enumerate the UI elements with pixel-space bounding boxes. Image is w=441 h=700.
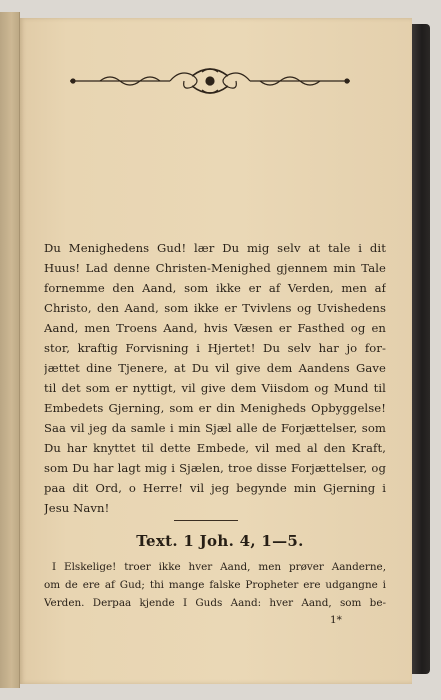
scripture-line: om de ere af Gud; thi mange falske Propheter ere udgangne i — [44, 579, 386, 591]
paragraph-line: Christo, den Aand, som ikke er Tvivlens og Uvishedens — [44, 301, 386, 315]
paragraph-line: Embedets Gjerning, som er din Menigheds Opbyggelse! — [44, 401, 386, 415]
paragraph-line: til det som er nyttigt, vil give dem Viisdom og Mund til — [44, 381, 386, 395]
scripture-line: Verden. Derpaa kjende I Guds Aand: hver Aand, som be- — [44, 597, 386, 609]
paragraph-line: Du har knyttet til dette Embede, vil med al den Kraft, — [44, 441, 386, 455]
section-rule — [174, 520, 238, 521]
signature-mark: 1* — [330, 614, 342, 626]
paragraph-line: Aand, men Troens Aand, hvis Væsen er Fasthed og en — [44, 321, 386, 335]
paragraph-line: paa dit Ord, o Herre! vil jeg begynde min Gjerning i — [44, 481, 386, 495]
ornament-divider — [70, 66, 350, 96]
paragraph-line: Saa vil jeg da samle i min Sjæl alle de Forjættelser, som — [44, 421, 386, 435]
paragraph-line: Huus! Lad denne Christen-Menighed gjennem min Tale — [44, 261, 386, 275]
paragraph-line: fornemme den Aand, som ikke er af Verden, men af — [44, 281, 386, 295]
left-page-edge — [0, 12, 20, 688]
paragraph-line: Du Menighedens Gud! lær Du mig selv at tale i dit — [44, 241, 386, 255]
paragraph-line: Jesu Navn! — [44, 501, 110, 515]
scripture-line: I Elskelige! troer ikke hver Aand, men prøver Aanderne, — [52, 561, 386, 573]
paragraph-line: jættet dine Tjenere, at Du vil give dem Aandens Gave — [44, 361, 386, 375]
paragraph-line: stor, kraftig Forvisning i Hjertet! Du selv har jo for- — [44, 341, 386, 355]
scripture-heading: Text. 1 Joh. 4, 1—5. — [136, 532, 304, 550]
paragraph-line: som Du har lagt mig i Sjælen, troe disse Forjættelser, og — [44, 461, 386, 475]
book-cover-edge — [412, 24, 430, 674]
